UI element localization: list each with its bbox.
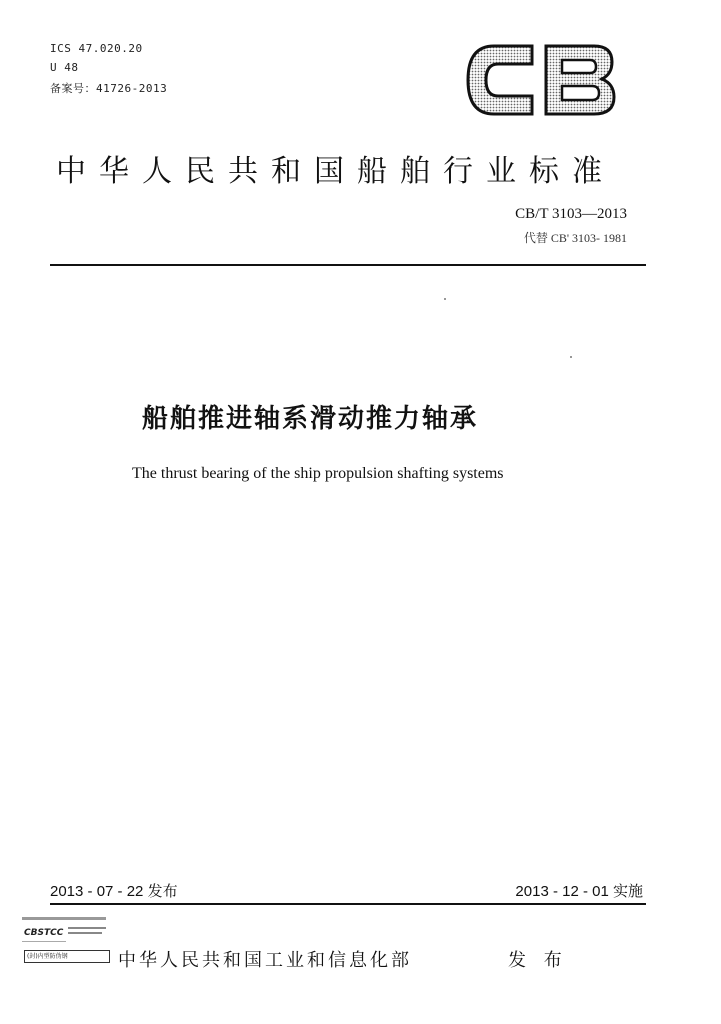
document-title-cn: 船舶推进轴系滑动推力轴承: [142, 404, 479, 434]
standard-code: CB/T 3103—2013: [515, 206, 627, 222]
record-number: 备案号：41726-2013: [50, 82, 168, 95]
publish-label: 发 布: [508, 950, 568, 971]
header-divider: [50, 264, 646, 266]
category-code: U 48: [50, 61, 79, 74]
security-stamp: [18, 915, 110, 973]
document-title-en: The thrust bearing of the ship propulsion shafting systems: [132, 465, 504, 482]
issuer-name: 中华人民共和国工业和信息化部: [118, 950, 412, 971]
stamp-text: CBSTCC: [24, 928, 64, 938]
replaces-standard: 代替 CB' 3103- 1981: [523, 231, 627, 245]
release-date: 2013 - 07 - 22 发布: [50, 883, 178, 900]
standard-type-heading: 中华人民共和国船舶行业标准: [56, 154, 615, 189]
stamp-caption: (封)内型防伪钢: [24, 950, 110, 963]
footer-divider: [50, 903, 646, 905]
implement-date: 2013 - 12 - 01 实施: [515, 883, 643, 900]
cb-logo: [462, 40, 618, 120]
scan-speck: [444, 298, 446, 300]
scan-speck: [570, 356, 572, 358]
ics-number: ICS 47.020.20: [50, 42, 143, 55]
